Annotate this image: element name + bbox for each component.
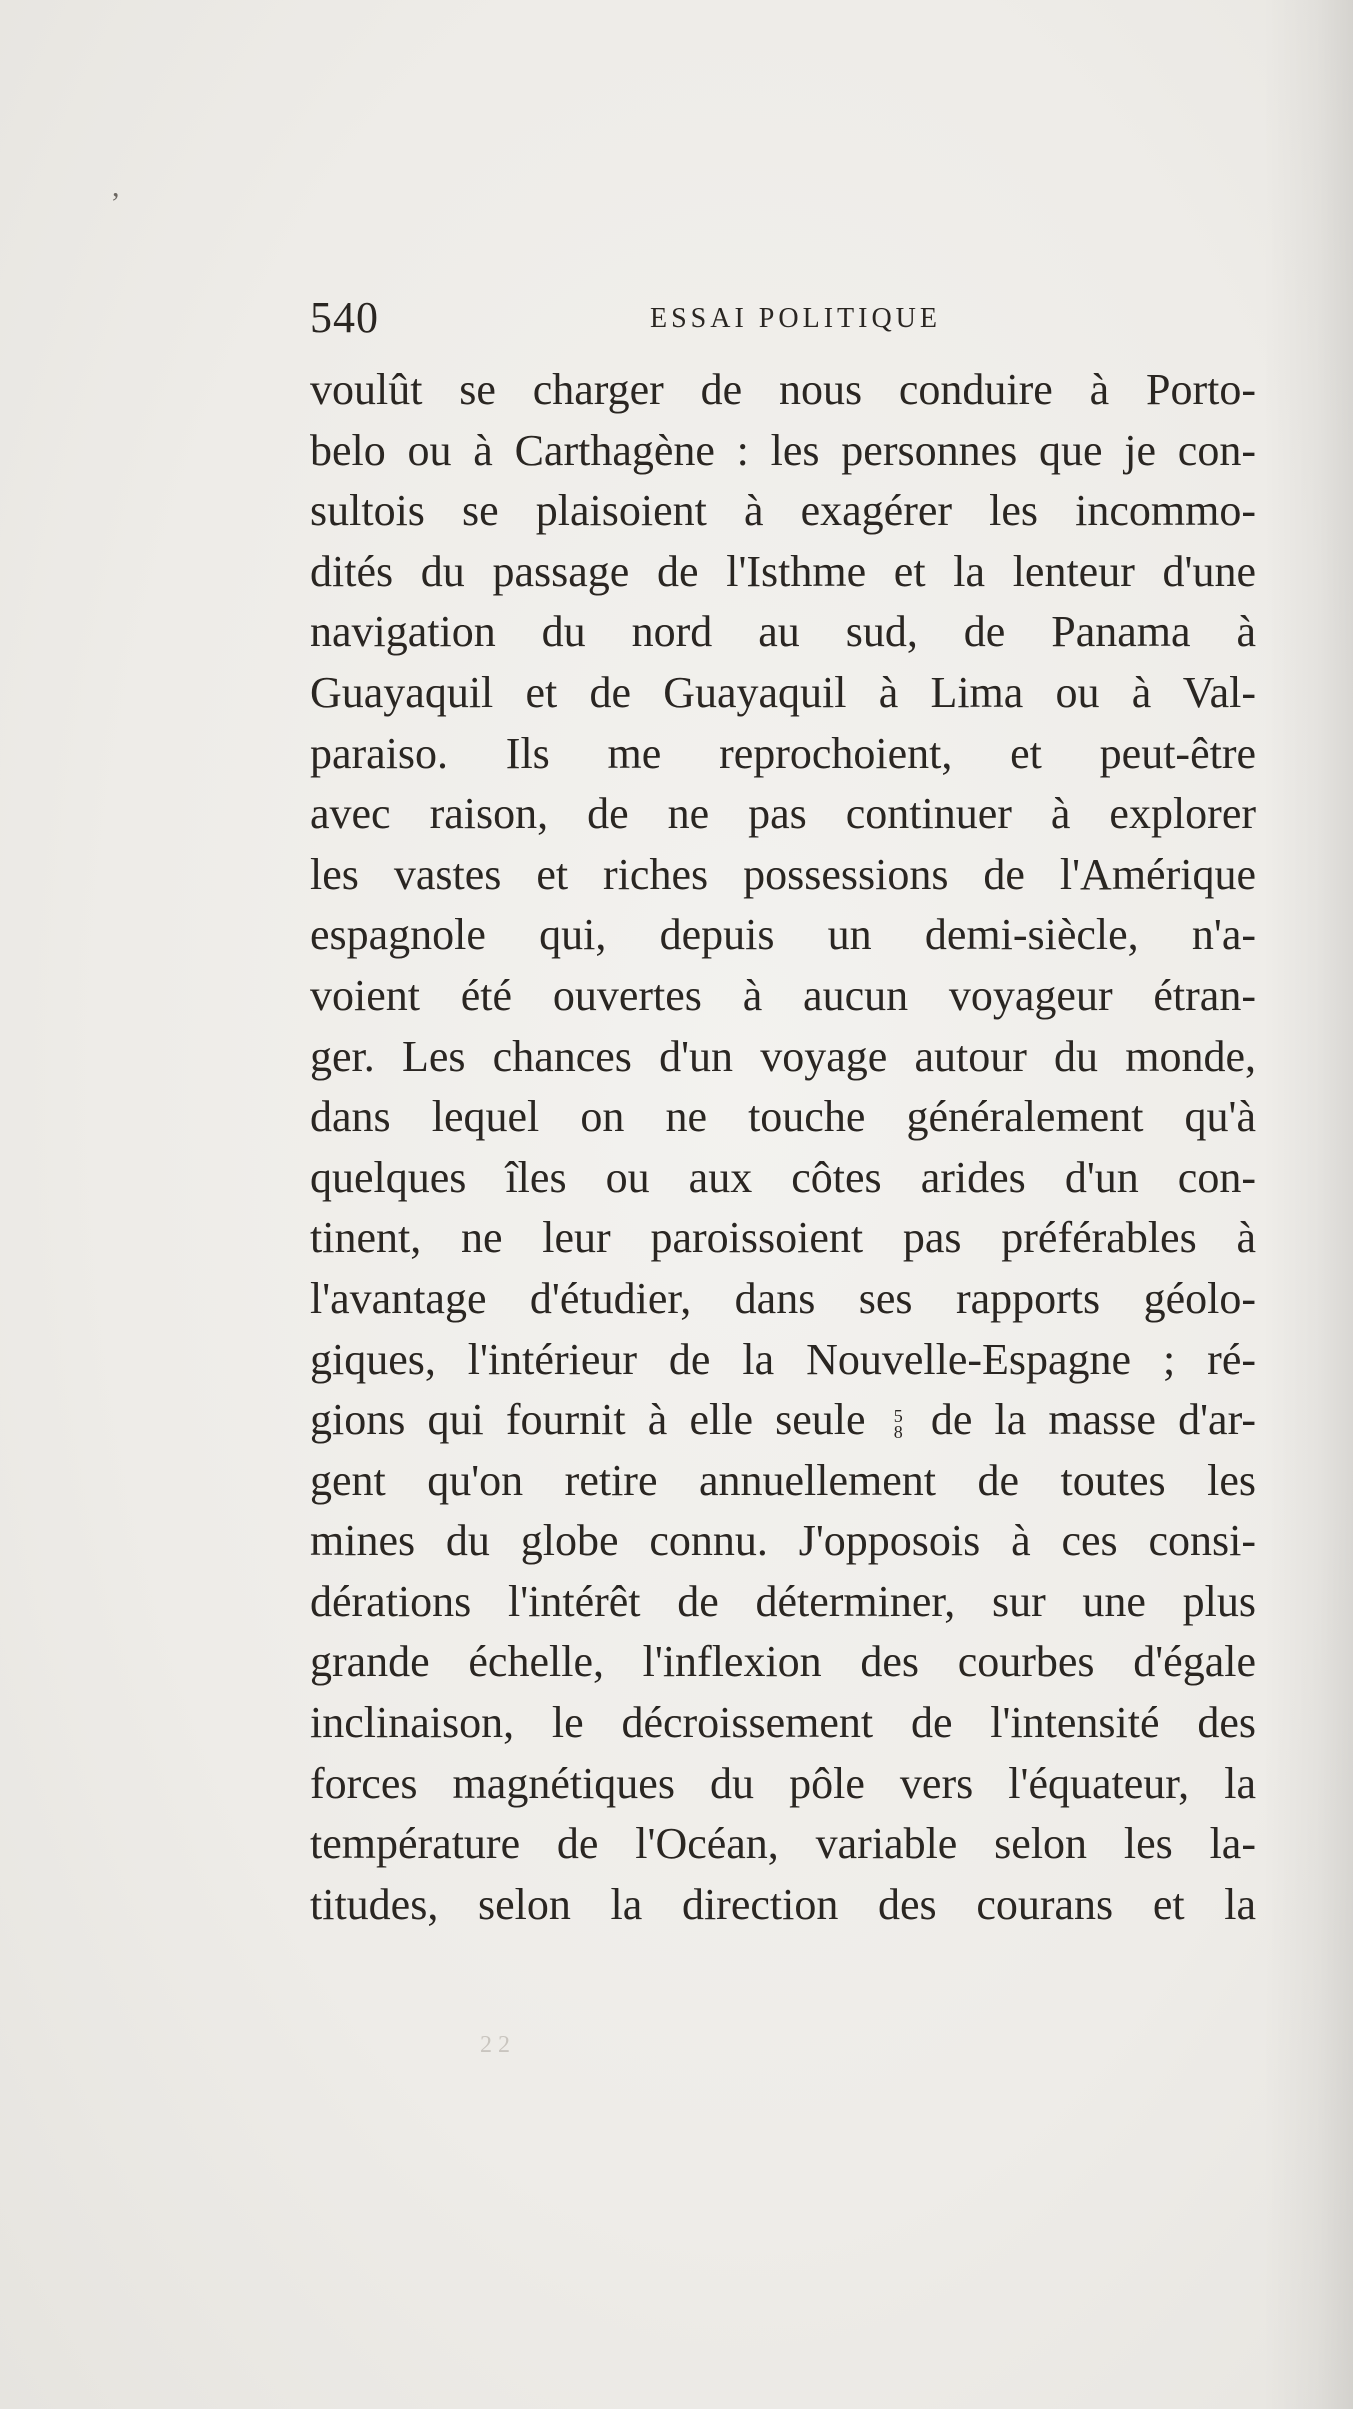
body-text: [310, 360, 1256, 1935]
text-line: paraiso. Ils me reprochoient, et peut-être: [310, 728, 1256, 778]
text-line: Guayaquil et de Guayaquil à Lima ou à Val-: [310, 667, 1256, 717]
text-line-fraction: [310, 1390, 1256, 1451]
signature-mark: 22: [480, 2032, 516, 2058]
ink-speck: ,: [112, 170, 120, 203]
text-line: forces magnétiques du pôle vers l'équateur, la: [310, 1758, 1256, 1808]
text-line: voulût se charger de nous conduire à Porto-: [310, 365, 1256, 414]
text-line: belo ou à Carthagène : les personnes que je con-: [310, 425, 1256, 475]
text-line: dérations l'intérêt de déterminer, sur une plus: [310, 1576, 1256, 1626]
text-line: température de l'Océan, variable selon les la-: [310, 1819, 1256, 1869]
text-line: avec raison, de ne pas continuer à explorer: [310, 789, 1256, 839]
text-line: ger. Les chances d'un voyage autour du monde,: [310, 1031, 1256, 1081]
fraction-line-after: de la masse d'ar-: [930, 1395, 1256, 1445]
page-number: 540: [310, 293, 379, 342]
text-line: navigation du nord au sud, de Panama à: [310, 607, 1256, 657]
text-line: grande échelle, l'inflexion des courbes d'égale: [310, 1637, 1256, 1687]
text-line: giques, l'intérieur de la Nouvelle-Espagne ; ré-: [310, 1334, 1256, 1384]
fraction-denominator: 8: [893, 1422, 903, 1442]
text-line: les vastes et riches possessions de l'Amérique: [310, 849, 1256, 899]
text-line: tinent, ne leur paroissoient pas préférables à: [310, 1213, 1256, 1263]
running-head: [310, 288, 1250, 348]
text-line: sultois se plaisoient à exagérer les incommo-: [310, 486, 1256, 536]
text-line: dans lequel on ne touche généralement qu'à: [310, 1092, 1256, 1142]
fraction-line-before: gions qui fournit à elle seule: [310, 1395, 866, 1445]
text-line: dités du passage de l'Isthme et la lenteur d'une: [310, 546, 1256, 596]
text-line: inclinaison, le décroissement de l'intensité des: [310, 1698, 1256, 1748]
text-line: l'avantage d'étudier, dans ses rapports géolo-: [310, 1273, 1256, 1323]
fraction: [894, 1408, 903, 1440]
text-line: espagnole qui, depuis un demi-siècle, n'a-: [310, 910, 1256, 960]
text-line: voient été ouvertes à aucun voyageur étran-: [310, 970, 1256, 1020]
running-title: ESSAI POLITIQUE: [650, 303, 941, 334]
text-line: titudes, selon la direction des courans et la: [310, 1879, 1256, 1929]
text-line: quelques îles ou aux côtes arides d'un con-: [310, 1152, 1256, 1202]
text-line: mines du globe connu. J'opposois à ces consi-: [310, 1516, 1256, 1566]
fraction-numerator: 5: [893, 1406, 903, 1426]
text-line: gent qu'on retire annuellement de toutes les: [310, 1455, 1256, 1505]
page-edge-shadow: [1263, 0, 1353, 2409]
